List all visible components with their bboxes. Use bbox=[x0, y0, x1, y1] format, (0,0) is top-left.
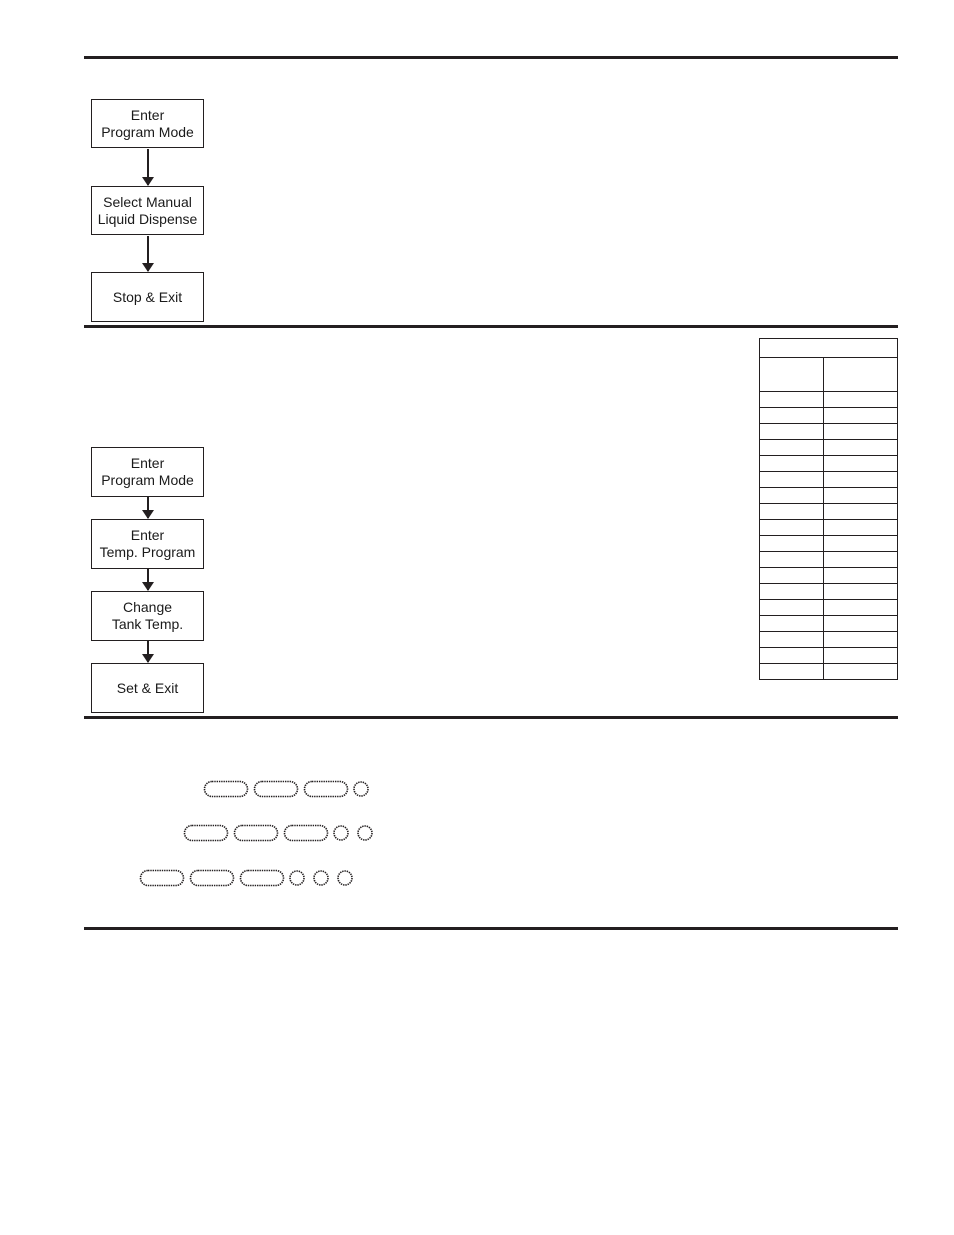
keypad-round-button-icon bbox=[334, 826, 348, 840]
step-change-tank-temp: Change Tank Temp. bbox=[91, 591, 204, 641]
step-enter-program-mode: Enter Program Mode bbox=[91, 99, 204, 148]
keypad-long-button-icon bbox=[285, 826, 328, 841]
button-sequence bbox=[205, 782, 369, 797]
keypad-round-button-icon bbox=[314, 871, 328, 885]
keypad-round-button-icon bbox=[354, 782, 368, 796]
step-select-manual-liquid-dispense: Select Manual Liquid Dispense bbox=[91, 186, 204, 235]
keypad-long-button-icon bbox=[255, 782, 298, 797]
step-enter-program-mode: Enter Program Mode bbox=[91, 447, 204, 497]
step-stop-exit: Stop & Exit bbox=[91, 272, 204, 322]
keypad-long-button-icon bbox=[235, 826, 278, 841]
step-enter-temp-program: Enter Temp. Program bbox=[91, 519, 204, 569]
keypad-long-button-icon bbox=[241, 871, 284, 886]
keypad-long-button-icon bbox=[205, 782, 248, 797]
keypad-long-button-icon bbox=[191, 871, 234, 886]
keypad-long-button-icon bbox=[141, 871, 184, 886]
keypad-round-button-icon bbox=[358, 826, 372, 840]
button-sequence bbox=[185, 826, 373, 841]
step-set-exit: Set & Exit bbox=[91, 663, 204, 713]
keypad-long-button-icon bbox=[305, 782, 348, 797]
button-sequence bbox=[141, 871, 353, 886]
keypad-round-button-icon bbox=[338, 871, 352, 885]
keypad-long-button-icon bbox=[185, 826, 228, 841]
keypad-round-button-icon bbox=[290, 871, 304, 885]
